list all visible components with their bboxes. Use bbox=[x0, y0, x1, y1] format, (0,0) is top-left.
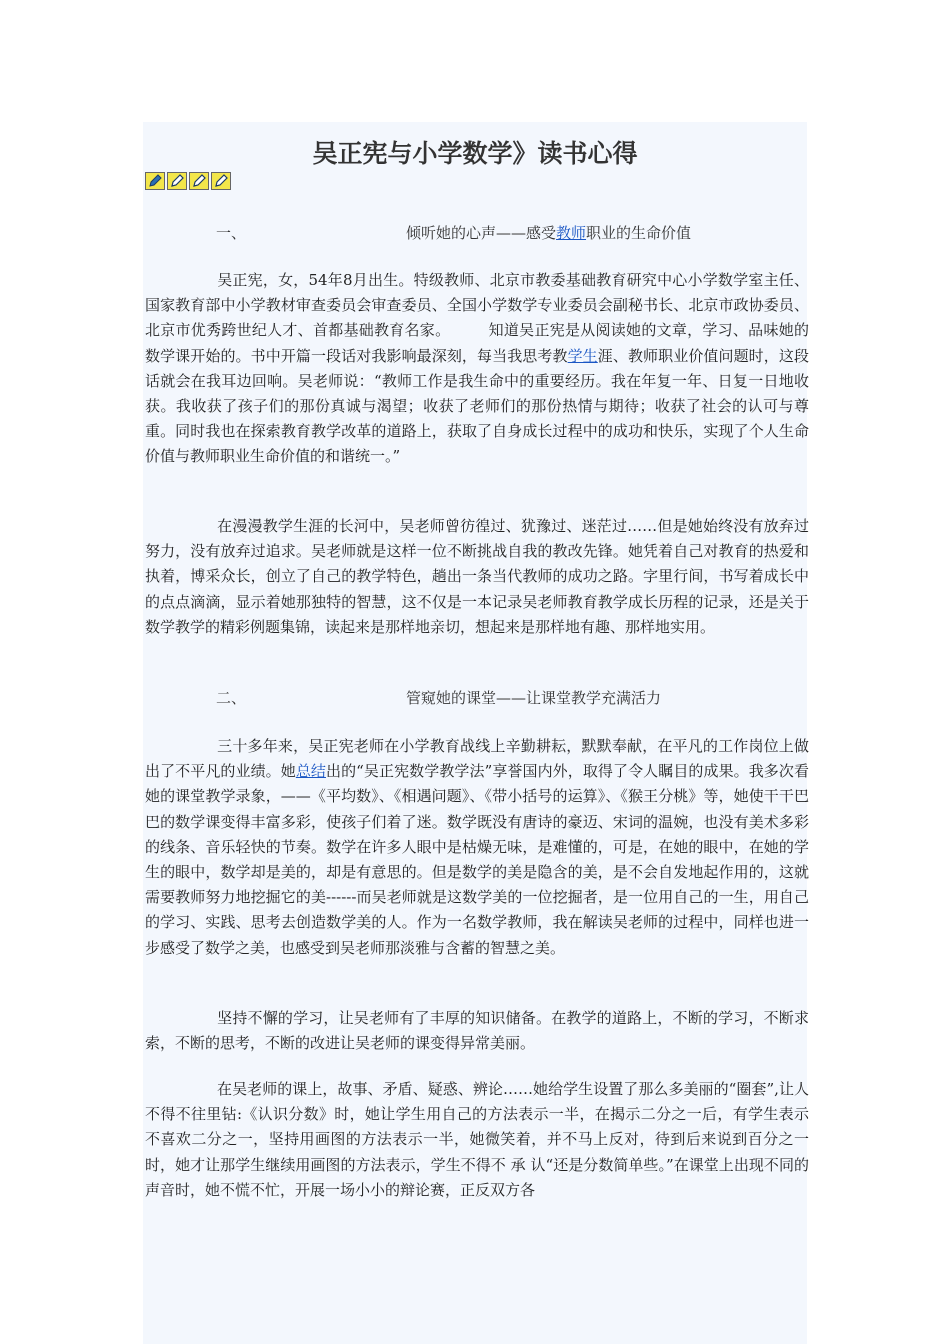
paragraph-2 bbox=[145, 514, 809, 640]
paragraph-5 bbox=[145, 1077, 809, 1203]
edit-icon[interactable] bbox=[211, 172, 231, 190]
paragraph-text: 在吴老师的课上，故事、矛盾、疑惑、辨论……她给学生设置了那么多美丽的“圈套”,让人不得不往里钻:《认识分数》时，她让学生用自己的方法表示一半，在揭示二分之一后，有学生表示不喜欢二分之一，坚持用画图的方法表示一半，她微笑着，并不马上反对，待到后来说到百分之一时，她才让那学生继续用画图的方法表示，学生不得不 承 认“还是分数简单些。”在课堂上出现不同的声音时，她不慌不忙，开展一场小小的辩论赛，正反双方各 bbox=[145, 1080, 809, 1199]
section-number: 一、 bbox=[216, 224, 247, 242]
section-heading-1 bbox=[216, 222, 691, 243]
section-heading-2 bbox=[216, 687, 661, 708]
paragraph-text: 出的“吴正宪数学教学法”享誉国内外，取得了令人瞩目的成果。我多次看她的课堂教学录象，——《平均数》、《相遇问题》、《带小括号的运算》、《猴王分桃》等，她使干干巴巴的数学课变得丰富多彩，使孩子们着了迷。数学既没有唐诗的豪迈、宋词的温婉，也没有美术多彩的线条、音乐轻快的节奏。数学在许多人眼中是枯燥无味，是难懂的，可是，在她的眼中，在她的学生的眼中，数学却是美的，却是有意思的。但是数学的美是隐含的美，是不会自发地起作用的，这就需要教师努力地挖掘它的美------而吴老师就是这数学美的一位挖掘者，是一位用自己的一生，用自己的学习、实践、思考去创造数学美的人。作为一名数学教师，我在解读吴老师的过程中，同样也进一步感受了数学之美，也感受到吴老师那淡雅与含蓄的智慧之美。 bbox=[145, 762, 809, 957]
section-title-part: 职业的生命价值 bbox=[586, 224, 692, 242]
keyword-link-summary[interactable]: 总结 bbox=[295, 762, 326, 781]
paragraph-text: 涯、教师职业价值问题时，这段话就会在我耳边回响。吴老师说：“教师工作是我生命中的重要经历。我在年复一年、日复一日地收获。我收获了孩子们的那份真诚与渴望；收获了老师们的那份热情与期待；收获了社会的认可与尊重。同时我也在探索教育教学改革的道路上，获取了自身成长过程中的成功和快乐，实现了个人生命价值与教师职业生命价值的和谐统一。” bbox=[145, 346, 809, 466]
paragraph-text: 在漫漫教学生涯的长河中，吴老师曾彷徨过、犹豫过、迷茫过……但是她始终没有放弃过努力，没有放弃过追求。吴老师就是这样一位不断挑战自我的教改先锋。她凭着自己对教育的热爱和执着，博采众长，创立了自己的教学特色，趟出一条当代教师的成功之路。字里行间，书写着成长中的点点滴滴，显示着她那独特的智慧，这不仅是一本记录吴老师教育教学成长历程的记录，还是关于数学教学的精彩例题集锦，读起来是那样地亲切，想起来是那样地有趣、那样地实用。 bbox=[145, 517, 809, 636]
icon-toolbar bbox=[145, 172, 231, 190]
edit-icon[interactable] bbox=[145, 172, 165, 190]
keyword-link-student[interactable]: 学生 bbox=[567, 346, 598, 365]
paragraph-3 bbox=[145, 734, 809, 961]
paragraph-text: 坚持不懈的学习，让吴老师有了丰厚的知识储备。在教学的道路上，不断的学习，不断求索，不断的思考，不断的改进让吴老师的课变得异常美丽。 bbox=[145, 1009, 809, 1053]
section-number: 二、 bbox=[216, 689, 247, 707]
paragraph-4 bbox=[145, 1006, 809, 1056]
paragraph-text: 三十多年来，吴正宪老师在小学教育战线上辛勤耕耘，默默奉献，在平凡的工作岗位上做出了不平凡的业绩。她 bbox=[145, 737, 809, 781]
keyword-link-teacher[interactable]: 教师 bbox=[556, 224, 587, 242]
section-title-part: 倾听她的心声——感受 bbox=[406, 224, 557, 242]
edit-icon[interactable] bbox=[167, 172, 187, 190]
document-title: 吴正宪与小学数学》读书心得 bbox=[312, 139, 638, 168]
edit-icon[interactable] bbox=[189, 172, 209, 190]
paragraph-text: 吴正宪，女，54年8月出生。特级教师、北京市教委基础教育研究中心小学数学室主任、国家教育部中小学教材审查委员会审查委员、全国小学数学专业委员会副秘书长、北京市政协委员、北京市优秀跨世纪人才、首都基础教育名家。 知道吴正宪是从阅读她的文章，学习、品味她的数学课开始的。书中开篇一段话对我影响最深刻，每当我思考教 bbox=[145, 271, 809, 365]
section-title: 管窥她的课堂——让课堂教学充满活力 bbox=[406, 689, 662, 707]
document-page bbox=[143, 122, 807, 1344]
paragraph-1 bbox=[145, 268, 809, 470]
